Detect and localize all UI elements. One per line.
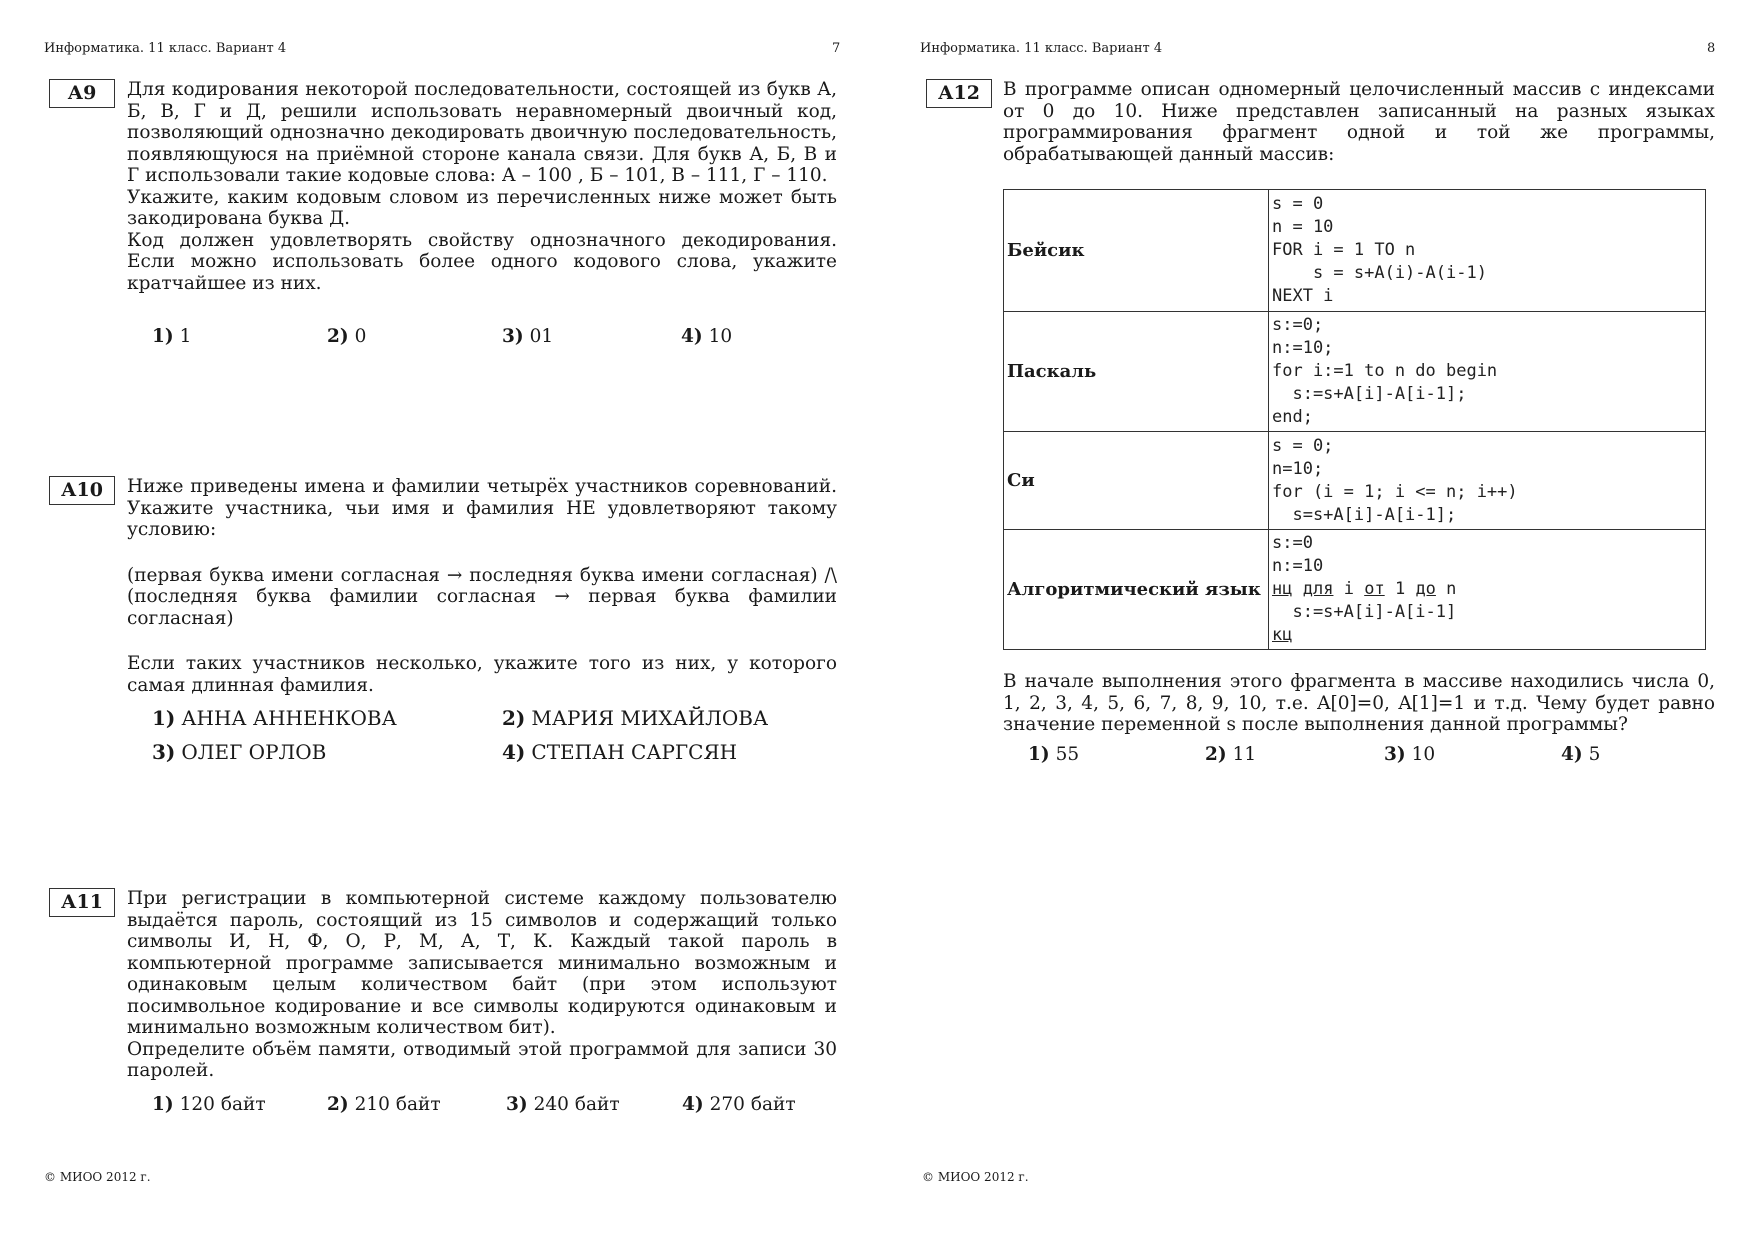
code-line: n=10; xyxy=(1272,458,1324,479)
answer-option-4[interactable]: 4) 270 байт xyxy=(682,1094,796,1115)
keyword: до xyxy=(1415,579,1436,599)
code-row-pascal xyxy=(1004,312,1706,432)
question-paragraph: В программе описан одномерный целочисленный массив с индексами от 0 до 10. Ниже представлен записанный на разных языках программирования фрагмент одной и той же программы, обрабатывающей данный массив: xyxy=(1003,79,1715,165)
code-line: FOR i = 1 TO n xyxy=(1272,240,1416,260)
code-block xyxy=(1269,190,1706,312)
code-line: s:=0; xyxy=(1272,315,1324,335)
code-table xyxy=(1003,189,1706,650)
page-number: 8 xyxy=(1707,41,1716,56)
code-line-loop xyxy=(1272,578,1702,601)
answer-option-4[interactable]: 4) СТЕПАН САРГСЯН xyxy=(502,740,738,764)
answer-option-2[interactable]: 2) МАРИЯ МИХАЙЛОВА xyxy=(502,706,769,730)
question-paragraph: При регистрации в компьютерной системе каждому пользователю выдаётся пароль, состоящий из 15 символов и содержащий только символы И, Н, Ф, О, Р, М, А, Т, К. Каждый такой пароль в компьютерной программе записывается минимально возможным и одинаковым целым количеством байт (при этом используют посимвольное кодирование и все символы кодируются одинаковым и минимально возможным количеством бит). xyxy=(127,888,837,1038)
question-text-a12 xyxy=(1003,79,1715,165)
question-label-a12: А12 xyxy=(926,79,992,108)
code-block xyxy=(1269,312,1706,432)
code-line: n = 10 xyxy=(1272,217,1334,237)
question-paragraph: Код должен удовлетворять свойству однозначного декодирования. Если можно использовать более одного кодового слова, укажите кратчайшее из них. xyxy=(127,229,837,294)
code-row-basic xyxy=(1004,190,1706,312)
answer-option-1[interactable]: 1) АННА АННЕНКОВА xyxy=(152,706,397,730)
question-text-a11 xyxy=(127,888,837,1082)
code-line: s = s+A(i)-A(i-1) xyxy=(1272,263,1487,283)
page-footer: © МИОО 2012 г. xyxy=(44,1170,151,1184)
code-block xyxy=(1269,432,1706,530)
answer-option-4[interactable]: 4) 10 xyxy=(681,326,733,347)
code-line: n:=10 xyxy=(1272,556,1324,576)
code-line: s=s+A[i]-A[i-1]; xyxy=(1272,504,1457,525)
question-label-a9: А9 xyxy=(49,79,115,108)
code-line: s:=s+A[i]-A[i-1] xyxy=(1272,602,1457,622)
right-page xyxy=(877,0,1754,1239)
language-name: Бейсик xyxy=(1004,190,1269,312)
page-header: Информатика. 11 класс. Вариант 4 xyxy=(44,41,287,56)
keyword: для xyxy=(1302,579,1334,599)
language-name: Алгоритмический язык xyxy=(1004,530,1269,650)
loop-to: n xyxy=(1446,579,1457,599)
answer-option-4[interactable]: 4) 5 xyxy=(1561,744,1601,765)
code-line: end; xyxy=(1272,407,1313,427)
code-line: NEXT i xyxy=(1272,286,1334,306)
code-line: s:=s+A[i]-A[i-1]; xyxy=(1272,384,1467,404)
question-condition: (первая буква имени согласная → последняя буква имени согласная) /\ (последняя буква фамилии согласная → первая буква фамилии согласная) xyxy=(127,564,837,629)
answer-option-1[interactable]: 1) 1 xyxy=(152,326,192,347)
answer-option-3[interactable]: 3) 240 байт xyxy=(506,1094,620,1115)
question-paragraph: Определите объём памяти, отводимый этой программой для записи 30 паролей. xyxy=(127,1038,837,1081)
question-label-a10: А10 xyxy=(49,476,115,505)
keyword: нц xyxy=(1272,579,1293,599)
code-line: for (i = 1; i <= n; i++) xyxy=(1272,481,1518,502)
question-paragraph: Для кодирования некоторой последовательности, состоящей из букв А, Б, В, Г и Д, решили использовать неравномерный двоичный код, позволяющий однозначно декодировать двоичную последовательность, появляющуюся на приёмной стороне канала связи. Для букв А, Б, В и Г использовали такие кодовые слова: А – 100 , Б – 101, В – 111, Г – 110. xyxy=(127,79,837,186)
question-text-a9 xyxy=(127,79,837,294)
answer-option-2[interactable]: 2) 11 xyxy=(1205,744,1257,765)
question-paragraph: Укажите, каким кодовым словом из перечисленных ниже может быть закодирована буква Д. xyxy=(127,186,837,229)
code-row-algorithmic xyxy=(1004,530,1706,650)
answer-option-3[interactable]: 3) 01 xyxy=(502,326,554,347)
language-name: Паскаль xyxy=(1004,312,1269,432)
question-paragraph: Ниже приведены имена и фамилии четырёх участников соревнований. Укажите участника, чьи имя и фамилия НЕ удовлетворяют такому условию: xyxy=(127,476,837,540)
answer-option-3[interactable]: 3) 10 xyxy=(1384,744,1436,765)
question-paragraph: Если таких участников несколько, укажите того из них, у которого самая длинная фамилия. xyxy=(127,653,837,696)
code-line: s = 0 xyxy=(1272,194,1324,214)
page-footer: © МИОО 2012 г. xyxy=(922,1170,1029,1184)
language-name: Си xyxy=(1004,432,1269,530)
code-line: s:=0 xyxy=(1272,533,1313,553)
answer-option-3[interactable]: 3) ОЛЕГ ОРЛОВ xyxy=(152,740,327,764)
code-row-c xyxy=(1004,432,1706,530)
question-label-a11: А11 xyxy=(49,888,115,917)
answer-option-2[interactable]: 2) 0 xyxy=(327,326,367,347)
code-line: for i:=1 to n do begin xyxy=(1272,361,1498,381)
question-text-a12-continued xyxy=(1003,671,1715,736)
code-block xyxy=(1269,530,1706,650)
question-paragraph: В начале выполнения этого фрагмента в массиве находились числа 0, 1, 2, 3, 4, 5, 6, 7, 8, 9, 10, т.е. A[0]=0, A[1]=1 и т.д. Чему будет равно значение переменной s после выполнения данной программы? xyxy=(1003,671,1715,735)
page-header: Информатика. 11 класс. Вариант 4 xyxy=(920,41,1163,56)
keyword: от xyxy=(1364,579,1385,599)
loop-variable: i xyxy=(1343,579,1354,599)
page-number: 7 xyxy=(832,41,841,56)
loop-from: 1 xyxy=(1394,579,1406,599)
answer-option-1[interactable]: 1) 120 байт xyxy=(152,1094,266,1115)
answer-option-1[interactable]: 1) 55 xyxy=(1028,744,1080,765)
answer-option-2[interactable]: 2) 210 байт xyxy=(327,1094,441,1115)
keyword: кц xyxy=(1272,625,1293,645)
code-line: n:=10; xyxy=(1272,338,1334,358)
question-text-a10 xyxy=(127,476,837,696)
code-line: s = 0; xyxy=(1272,435,1334,456)
code-line-end xyxy=(1272,624,1702,647)
